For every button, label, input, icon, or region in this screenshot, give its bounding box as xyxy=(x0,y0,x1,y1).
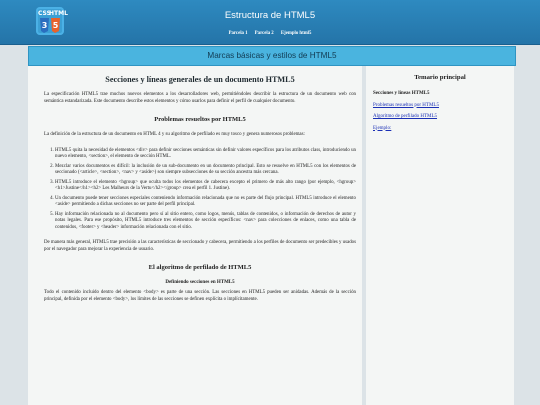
nav-link-parcela-1[interactable]: Parcela 1 xyxy=(228,31,248,36)
list-item: 4. Un documento puede tener secciones especiales conteniendo información relacionada que no es parte del flujo principal. HTML5 introduce el elemento <aside> permitiendo a dichas secciones no ser parte del perfil principal. xyxy=(55,196,356,209)
svg-text:5: 5 xyxy=(52,21,59,30)
sidebar-title: Temario principal xyxy=(414,74,466,81)
page-banner: Marcas básicas y estilos de HTML5 xyxy=(28,46,516,66)
main-article xyxy=(28,66,362,405)
sidebar-toc xyxy=(373,88,511,134)
nav-link-parcela-2[interactable]: Parcela 2 xyxy=(254,31,274,36)
sidebar-link-problemas[interactable]: Problemas resueltos por HTML5 xyxy=(373,102,439,108)
problems-list xyxy=(44,148,356,232)
sidebar-item-ejemplo[interactable] xyxy=(373,123,511,135)
conclusion-paragraph: De manera más general, HTML5 trae precisión a las características de seccionado y cabecera, permitiendo a los perfiles de documento ser predecibles y usados por el navegador para mejorar la experiencia de usuario. xyxy=(44,240,356,252)
sidebar-link-ejemplo[interactable]: Ejemplo: xyxy=(373,125,392,131)
html5-logo-text: HTML xyxy=(49,10,68,17)
list-item: 5. Hay información relacionada no al documento pero sí al sitio entero, como logos, menús, tablas de contenidos, o información de derechos de autor y notas legales. Para ese propósito, HTML5 introduce tres elementos de sección específicos: <nav> para colecciones de enlaces, como una tabla de contenidos, <footer> y <header> información relacionada con el sitio. xyxy=(55,212,356,232)
sidebar xyxy=(366,66,514,405)
defining-sections-heading: Definiendo secciones en HTML5 xyxy=(165,280,235,285)
sidebar-item-secciones[interactable] xyxy=(373,88,511,100)
defining-sections-paragraph: Todo el contenido incluido dentro del elemento <body> es parte de una sección. Las secciones en HTML5 pueden ser anidadas. Además de la sección principal, definida por el elemento <body>, los límites de las secciones se definen explícita o implícitamente. xyxy=(44,290,356,302)
article-title: Secciones y líneas generales de un documento HTML5 xyxy=(105,75,295,84)
sidebar-link-algoritmo[interactable]: Algoritmo de perfilado HTML5 xyxy=(373,114,438,119)
problems-heading: Problemas resueltos por HTML5 xyxy=(154,116,246,123)
nav-link-ejemplo-html5[interactable]: Ejemplo html5 xyxy=(280,31,312,36)
sidebar-item-label[interactable]: Secciones y líneas HTML5 xyxy=(373,91,430,96)
problems-intro-paragraph: La definición de la estructura de un documento en HTML 4 y su algoritmo de perfilado es muy tosco y genera numerosos problemas: xyxy=(44,132,305,137)
algorithm-heading: El algoritmo de perfilado de HTML5 xyxy=(148,264,252,271)
list-item: 1. HTML5 quita la necesidad de elementos <div> para definir secciones semánticas sin definir valores específicos para los atributos class, introduciendo un nuevo elemento, <section>, el elemento de sección HTML. xyxy=(55,148,356,161)
list-item: 3. HTML5 introduce el elemento <hgroup> que oculta todos los elementos de cabecera excepto el primero de más alto rango (por ejemplo, <hgroup><h1>Justine</h1><h2> Les Malheurs de la Vertu</h2></group> crea el perfil 1. Justine). xyxy=(55,180,356,193)
site-title: Estructura de HTML5 xyxy=(224,10,316,21)
site-header xyxy=(0,0,540,45)
css3-logo-text: CSS xyxy=(38,10,51,17)
intro-paragraph: La especificación HTML5 trae muchos nuevos elementos a los desarrolladores web, permitiéndoles describir la estructura de un documento web con semántica estandarizada. Este documento describe estos elementos y cómo usarlos para definir el perfil de cualquier documento. xyxy=(44,92,356,104)
top-nav xyxy=(0,31,540,36)
list-item: 2. Mezclar varios documentos es difícil: la inclusión de un sub-documento en un documento principal. Esto se resuelve en HTML5 con los elementos de seccionado (<article>, <section>, <nav> y <aside>) son siempre subsecciones de su sección ancestra más cercana. xyxy=(55,164,356,177)
svg-text:3: 3 xyxy=(41,21,48,30)
sidebar-item-problemas[interactable] xyxy=(373,100,511,112)
sidebar-item-algoritmo[interactable] xyxy=(373,111,511,123)
